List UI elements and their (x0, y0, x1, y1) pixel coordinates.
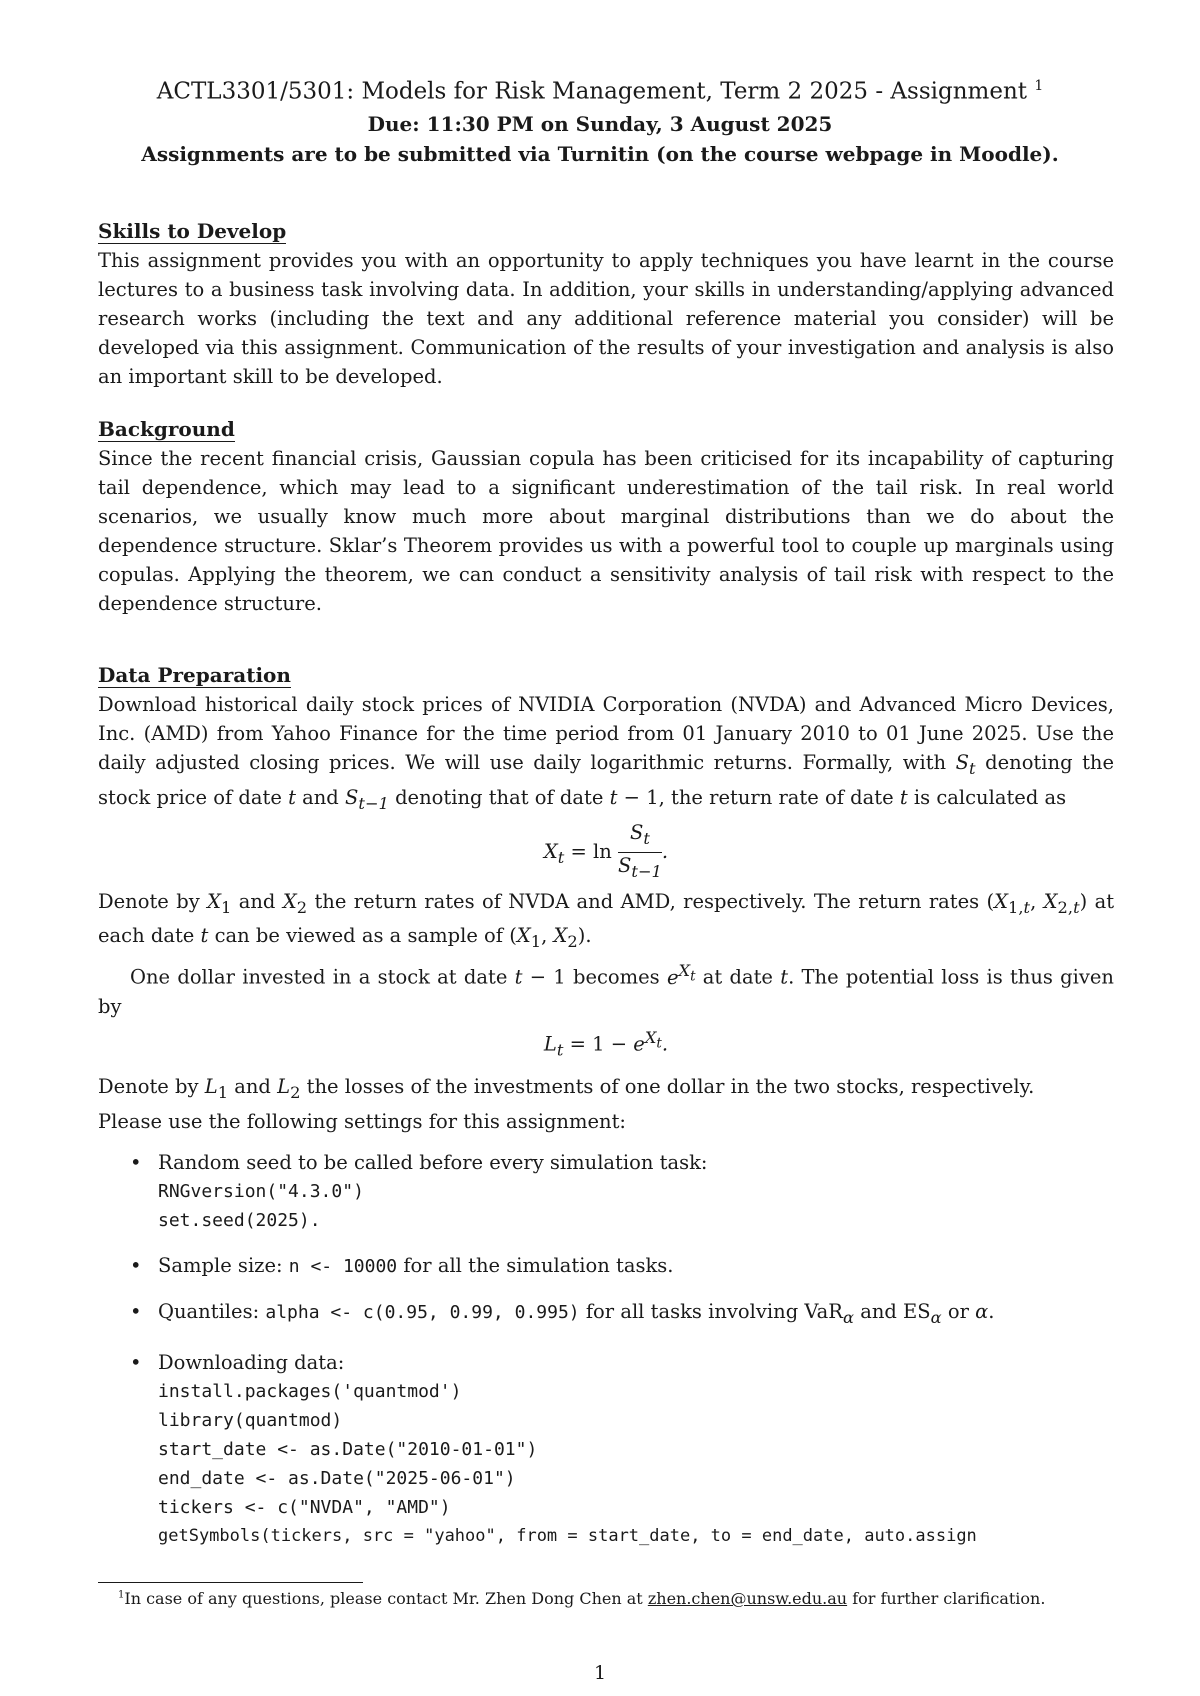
due-date: Due: 11:30 PM on Sunday, 3 August 2025 (367, 112, 833, 136)
code-line: tickers <- c("NVDA", "AMD") (158, 1497, 451, 1519)
data-prep-section (98, 661, 1114, 1567)
settings-list (98, 1148, 1114, 1551)
code-rngversion: RNGversion("4.3.0") (158, 1181, 364, 1203)
data-prep-paragraph-4: Denote by $L_1$ and $L_2$ the losses of the investments of one dollar in the two stocks, respectively. Please use the following settings for this assignment: (98, 1075, 1035, 1134)
skills-heading: Skills to Develop (98, 219, 287, 243)
contact-email-link[interactable]: zhen.chen@unsw.edu.au (647, 1589, 848, 1608)
document-title: ACTL3301/5301: Models for Risk Management, Term 2 2025 - Assignment $^1$ (156, 78, 1044, 105)
code-line: library(quantmod) (158, 1410, 343, 1432)
footnote: $^1$In case of any questions, please contact Mr. Zhen Dong Chen at zhen.chen@unsw.edu.au for further clarification. (118, 1589, 1046, 1608)
data-prep-paragraph-1: Download historical daily stock prices of NVIDIA Corporation (NVDA) and Advanced Micro Devices, Inc. (AMD) from Yahoo Finance for the time period from 01 January 2010 to 01 June 2025. Use the daily adjusted closing prices. We will use daily logarithmic returns. Formally, with $S_t$ denoting the stock price of date t and $S_{t-1}$ denoting that of date t − 1, the return rate of date t is calculated as (98, 693, 1115, 813)
data-prep-heading: Data Preparation (98, 663, 291, 687)
list-item-quantiles: • Quantiles: alpha <- c(0.95, 0.99, 0.995) for all tasks involving VaR$_\alpha$ and $ES_\alpha$ or α. (98, 1297, 1114, 1332)
submission-note: Assignments are to be submitted via Turnitin (on the course webpage in Moodle). (141, 142, 1059, 166)
background-section (98, 415, 1114, 618)
footnote-divider (98, 1582, 363, 1583)
loss-formula: $L_t = 1 - e^{X_t}$. (543, 1027, 669, 1060)
footnote-mark: 1 (1034, 78, 1044, 94)
log-return-formula: $X_t = \ln$ $\frac{S_t}{S_{t-1}}$ . (543, 820, 669, 881)
code-line: install.packages('quantmod') (158, 1381, 462, 1403)
skills-section (98, 217, 1114, 391)
code-set-seed: set.seed(2025). (158, 1210, 321, 1232)
data-prep-paragraph-2: Denote by $X_1$ and $X_2$ the return rates of NVDA and AMD, respectively. The return rates ($X_{1,t}$, $X_{2,t}$) at each date t can be viewed as a sample of ($X_1$, $X_2$). (98, 889, 1115, 952)
code-line: end_date <- as.Date("2025-06-01") (158, 1468, 516, 1490)
background-body: Since the recent financial crisis, Gaussian copula has been criticised for its incapability of capturing tail dependence, which may lead to a significant underestimation of the tail risk. In real world scenarios, we usually know much more about marginal distributions than we do about the dependence structure. Sklar’s Theorem provides us with a powerful tool to couple up marginals using copulas. Applying the theorem, we can conduct a sensitivity analysis of tail risk with respect to the dependence structure. (98, 447, 1114, 615)
background-heading: Background (98, 417, 235, 441)
list-item-random-seed: • Random seed to be called before every simulation task: RNGversion("4.3.0") set.seed(2025). (98, 1148, 1114, 1235)
data-prep-paragraph-3: One dollar invested in a stock at date t − 1 becomes $e^{X_t}$ at date t. The potential loss is thus given by (98, 961, 1114, 1018)
list-item-sample-size: • Sample size: n <- 10000 for all the simulation tasks. (98, 1251, 1114, 1281)
code-line: getSymbols(tickers, src = "yahoo", from = start_date, to = end_date, auto.assign (158, 1526, 977, 1547)
page-number: 1 (593, 1662, 607, 1684)
code-line: start_date <- as.Date("2010-01-01") (158, 1439, 538, 1461)
list-item-downloading-data: • Downloading data: install.packages('quantmod') library(quantmod) start_date <- as.Date("2010-01-01") end_date <- as.Date("2025-06-01") tickers <- c("NVDA", "AMD") getSymbols(tickers, src = "yahoo", from = start_date, to = end_date, auto.assign (98, 1348, 1114, 1551)
skills-body: This assignment provides you with an opportunity to apply techniques you have learnt in the course lectures to a business task involving data. In addition, your skills in understanding/applying advanced research works (including the text and any additional reference material you consider) will be developed via this assignment. Communication of the results of your investigation and analysis is also an important skill to be developed. (98, 249, 1114, 388)
